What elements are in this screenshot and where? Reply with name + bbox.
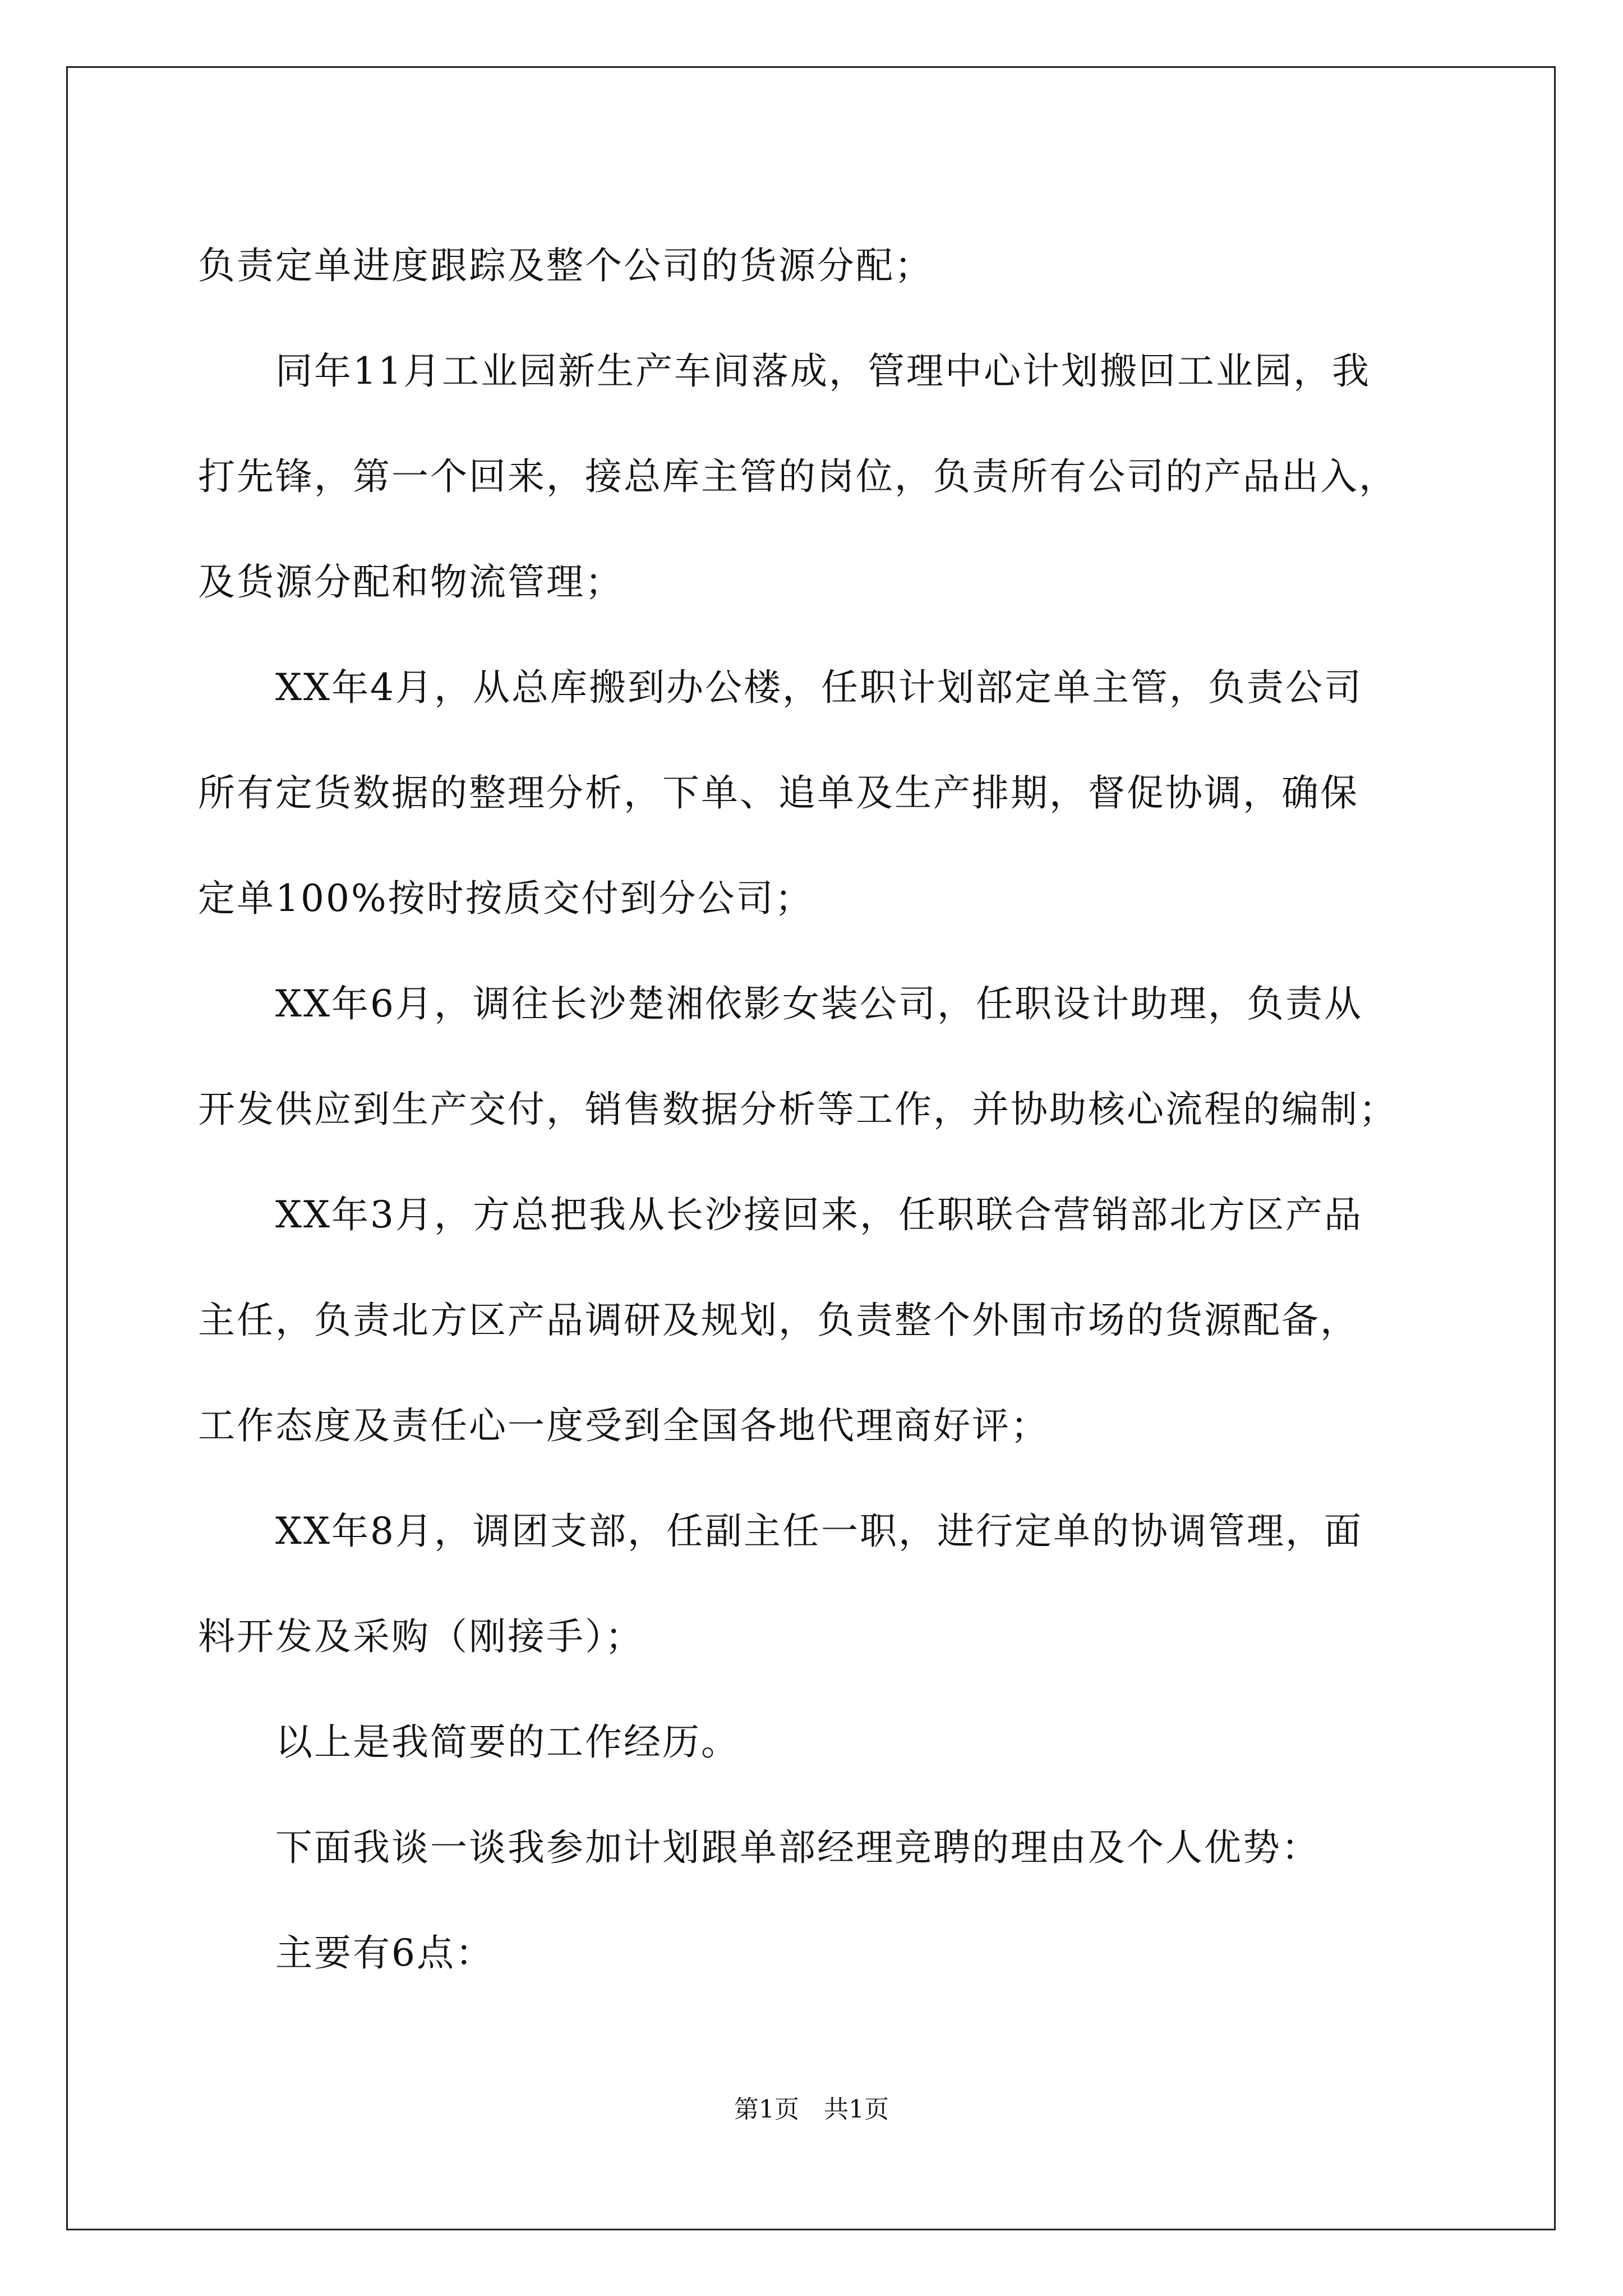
- text-line: 负责定单进度跟踪及整个公司的货源分配；: [198, 244, 933, 287]
- text-line: 主任，负责北方区产品调研及规划，负责整个外围市场的货源配备，: [198, 1299, 1359, 1342]
- text-line: 以上是我简要的工作经历。: [198, 1720, 740, 1764]
- text-line: 同年11月工业园新生产车间落成，管理中心计划搬回工业园，我: [198, 349, 1371, 393]
- text-line: XX年4月，从总库搬到办公楼，任职计划部定单主管，负责公司: [198, 666, 1363, 709]
- text-line: 定单100%按时按质交付到分公司；: [198, 877, 814, 920]
- text-line: 所有定货数据的整理分析，下单、追单及生产排期，督促协调，确保: [198, 771, 1359, 815]
- document-body: [198, 213, 1454, 2006]
- text-line: 打先锋，第一个回来，接总库主管的岗位，负责所有公司的产品出入，: [198, 455, 1398, 498]
- text-line: 工作态度及责任心一度受到全国各地代理商好评；: [198, 1404, 1049, 1447]
- text-line: 及货源分配和物流管理；: [198, 560, 624, 604]
- text-line: 开发供应到生产交付，销售数据分析等工作，并协助核心流程的编制；: [198, 1088, 1398, 1131]
- page-number-footer: 第1页 共1页: [734, 2095, 889, 2124]
- text-line: XX年6月，调往长沙楚湘依影女装公司，任职设计助理，负责从: [198, 982, 1363, 1025]
- text-line: 主要有6点：: [198, 1931, 494, 1975]
- text-line: 料开发及采购（刚接手）；: [198, 1615, 644, 1658]
- text-line: 下面我谈一谈我参加计划跟单部经理竞聘的理由及个人优势：: [198, 1826, 1320, 1869]
- text-line: XX年8月，调团支部，任副主任一职，进行定单的协调管理，面: [198, 1510, 1363, 1553]
- text-line: XX年3月，方总把我从长沙接回来，任职联合营销部北方区产品: [198, 1193, 1363, 1236]
